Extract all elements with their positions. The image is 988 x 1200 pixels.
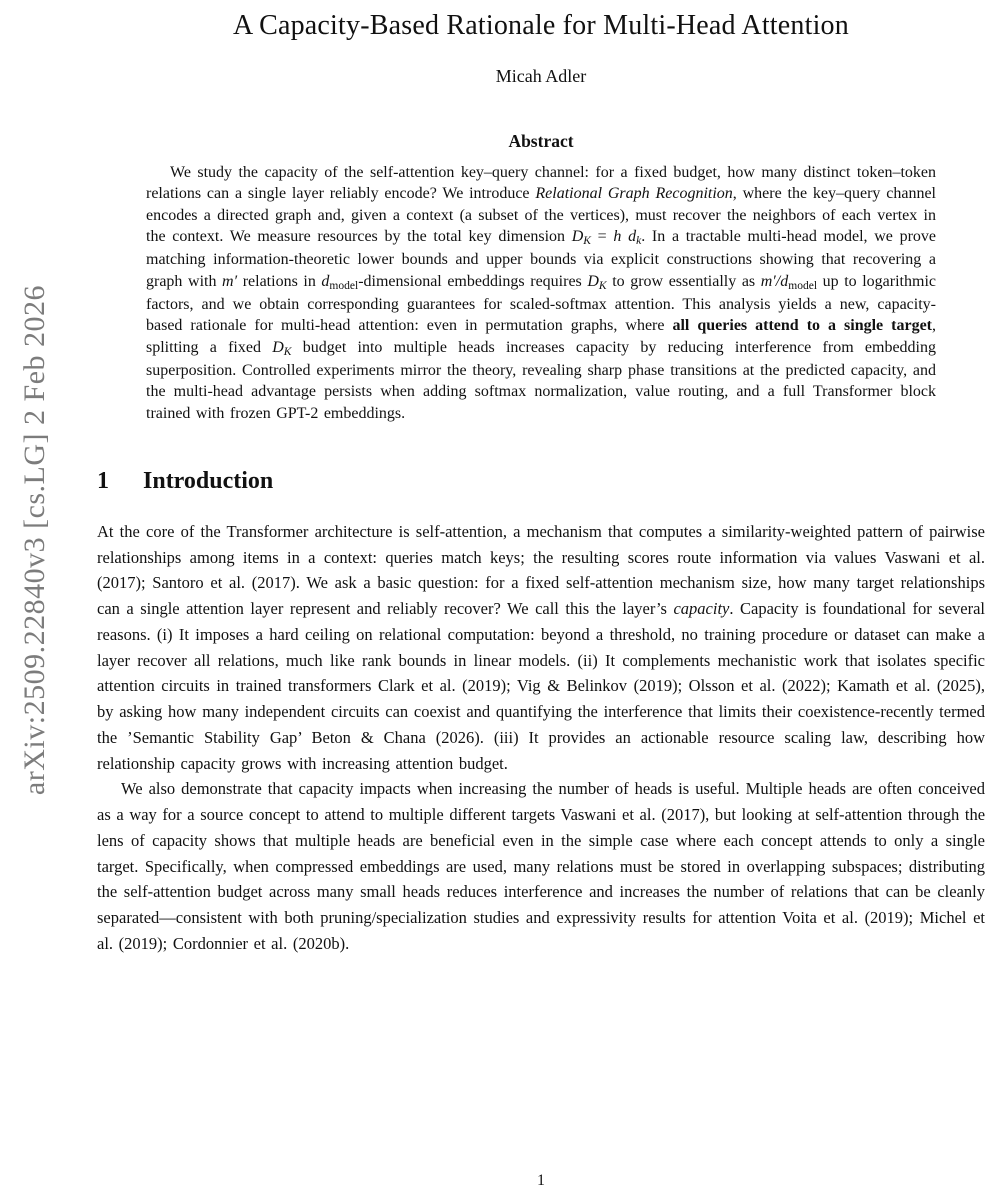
arxiv-watermark: arXiv:2509.22840v3 [cs.LG] 2 Feb 2026 (18, 284, 51, 796)
paper-title: A Capacity-Based Rationale for Multi-Head Attention (233, 10, 849, 41)
paper-content (97, 0, 985, 956)
section-number: 1 (97, 467, 109, 494)
abstract-text: We study the capacity of the self-attention key–query channel: for a fixed budget, how many distinct token–token relations can a single layer reliably encode? We introduce Relational Graph Recognition, where the key–query channel encodes a directed graph and, given a context (a subset of the vertices), must recover the neighbors of each vertex in the context. We measure resources by the total key dimension $D_K = h$ $d_k$. In a tractable multi-head model, we prove matching information-theoretic lower bounds and upper bounds via explicit constructions showing that recovering a graph with m′ relations in $d_{model}$-dimensional embeddings requires $D_K$ to grow essentially as $m'/d_{model}$ up to logarithmic factors, and we obtain corresponding guarantees for scaled-softmax attention. This analysis yields a new, capacity-based rationale for multi-head attention: even in permutation graphs, where all queries attend to a single target, splitting a fixed $D_K$ budget into multiple heads increases capacity by reducing interference from embedding superposition. Controlled experiments mirror the theory, revealing sharp phase transitions at the predicted capacity, and the multi-head advantage persists when adding softmax normalization, value routing, and a full Transformer block trained with frozen GPT-2 embeddings. (146, 164, 937, 422)
page-number: 1 (537, 1172, 545, 1189)
abstract-section (97, 131, 985, 424)
intro-paragraph-1: At the core of the Transformer architecture is self-attention, a mechanism that computes a similarity-weighted pattern of pairwise relationships among items in a context: queries match keys; the resulting scores route information via values Vaswani et al. (2017); Santoro et al. (2017). We ask a basic question: for a fixed self-attention mechanism size, how many target relationships can a single attention layer represent and reliably recover? We call this the layer’s capacity. Capacity is foundational for several reasons. (i) It imposes a hard ceiling on relational computation: beyond a threshold, no training procedure or dataset can make a layer recover all relations, much like rank bounds in linear models. (ii) It complements mechanistic work that isolates specific attention circuits in trained transformers Clark et al. (2019); Vig & Belinkov (2019); Olsson et al. (2022); Kamath et al. (2025), by asking how many independent circuits can coexist and quantifying the interference that limits their coexistence-recently termed the ’Semantic Stability Gap’ Beton & Chana (2026). (iii) It provides an actionable resource scaling law, describing how relationship capacity grows with increasing attention budget. (97, 521, 985, 773)
author-name: Micah Adler (495, 66, 587, 86)
section-heading-introduction (97, 468, 985, 495)
section-title: Introduction (143, 467, 274, 494)
abstract-heading: Abstract (508, 131, 574, 151)
intro-paragraph-2: We also demonstrate that capacity impacts when increasing the number of heads is useful. Multiple heads are often conceived as a way for a source concept to attend to multiple different targets Vaswani et al. (2017), but looking at self-attention through the lens of capacity shows that multiple heads are beneficial even in the simple case where each concept attends to only a single target. Specifically, when compressed embeddings are used, many relations must be stored in overlapping subspaces; distributing the self-attention budget across many small heads reduces interference and increases the number of relations that can be cleanly separated—consistent with both pruning/specialization studies and expressivity results for attention Voita et al. (2019); Michel et al. (2019); Cordonnier et al. (2020b). (97, 779, 986, 953)
